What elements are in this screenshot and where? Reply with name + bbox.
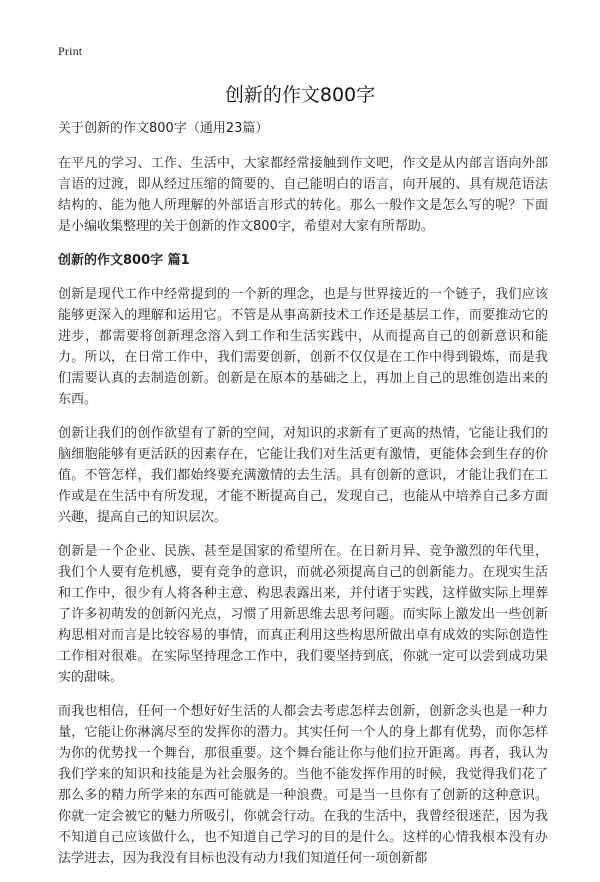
print-link[interactable]: Print <box>58 44 83 58</box>
body-paragraph-3: 创新是一个企业、民族、甚至是国家的希望所在。在日新月异、竞争激烈的年代里，我们个人要有危机感，要有竞争的意识，而就必须提高自己的创新能力。在现实生活和工作中，很少有人将各种主意、构思表露出来，并付诸于实践，这样做实际上埋葬了许多初萌发的创新闪光点，习惯了用新思维去思考问题。而实际上激发出一些创新构思相对而言是比较容易的事情，而真正利用这些构思所做出卓有成效的实际创造性工作相对很难。在实际坚持理念工作中，我们要坚持到底，你就一定可以尝到成功果实的甜味。 <box>58 544 548 685</box>
body-paragraph-1: 创新是现代工作中经常提到的一个新的理念，也是与世界接近的一个链子，我们应该能够更深入的理解和运用它。不管是从事高新技术工作还是基层工作，而要推动它的进步，都需要将创新理念溶入到工作和生活实践中，从而提高自己的创新意识和能力。所以，在日常工作中，我们需要创新，创新不仅仅是在工作中得到锻炼，而是我们需要认真的去制造创新。创新是在原本的基础之上，再加上自己的思维创造出来的东西。 <box>58 287 548 407</box>
page-title: 创新的作文800字 <box>224 84 376 106</box>
article-subtitle: 关于创新的作文800字（通用23篇） <box>58 121 269 136</box>
body-paragraph-4: 而我也相信，任何一个想好好生活的人都会去考虑怎样去创新，创新念头也是一种力量，它能让你淋漓尽至的发挥你的潜力。其实任何一个人的身上都有优势，而你怎样为你的优势找一个舞台，那很重要。这个舞台能让你与他们拉开距离。再者，我认为我们学来的知识和技能是为社会服务的。当他不能发挥作用的时候，我觉得我们花了那么多的精力所学来的东西可能就是一种浪费。可是当一旦你有了创新的这种意识。你就一定会被它的魅力所吸引，你就会行动。在我的生活中，我曾经很迷茫，因为我不知道自己应该做什么，也不知道自己学习的目的是什么。这样的心情我根本没有办法学进去，因为我没有目标也没有动力!我们知道任何一项创新都 <box>58 704 548 866</box>
article-body <box>58 118 548 882</box>
body-paragraph-2: 创新让我们的创作欲望有了新的空间，对知识的求新有了更高的热情，它能让我们的脑细胞能够有更活跃的因素存在，它能让我们对生活更有激情，更能体会到生存的价值。不管怎样，我们都始终要充满激情的去生活。具有创新的意识，才能让我们在工作或是在生活中有所发现，才能不断提高自己，发现自己，也能从中培养自己多方面兴趣，提高自己的知识层次。 <box>58 426 548 525</box>
intro-paragraph: 在平凡的学习、工作、生活中，大家都经常接触到作文吧，作文是从内部言语向外部言语的过渡，即从经过压缩的简要的、自己能明白的语言，向开展的、具有规范语法结构的、能为他人所理解的外部语言形式的转化。那么一般作文是怎么写的呢？下面是小编收集整理的关于创新的作文800字，希望对大家有所帮助。 <box>58 156 548 234</box>
section-heading: 创新的作文800字 篇1 <box>58 253 190 268</box>
